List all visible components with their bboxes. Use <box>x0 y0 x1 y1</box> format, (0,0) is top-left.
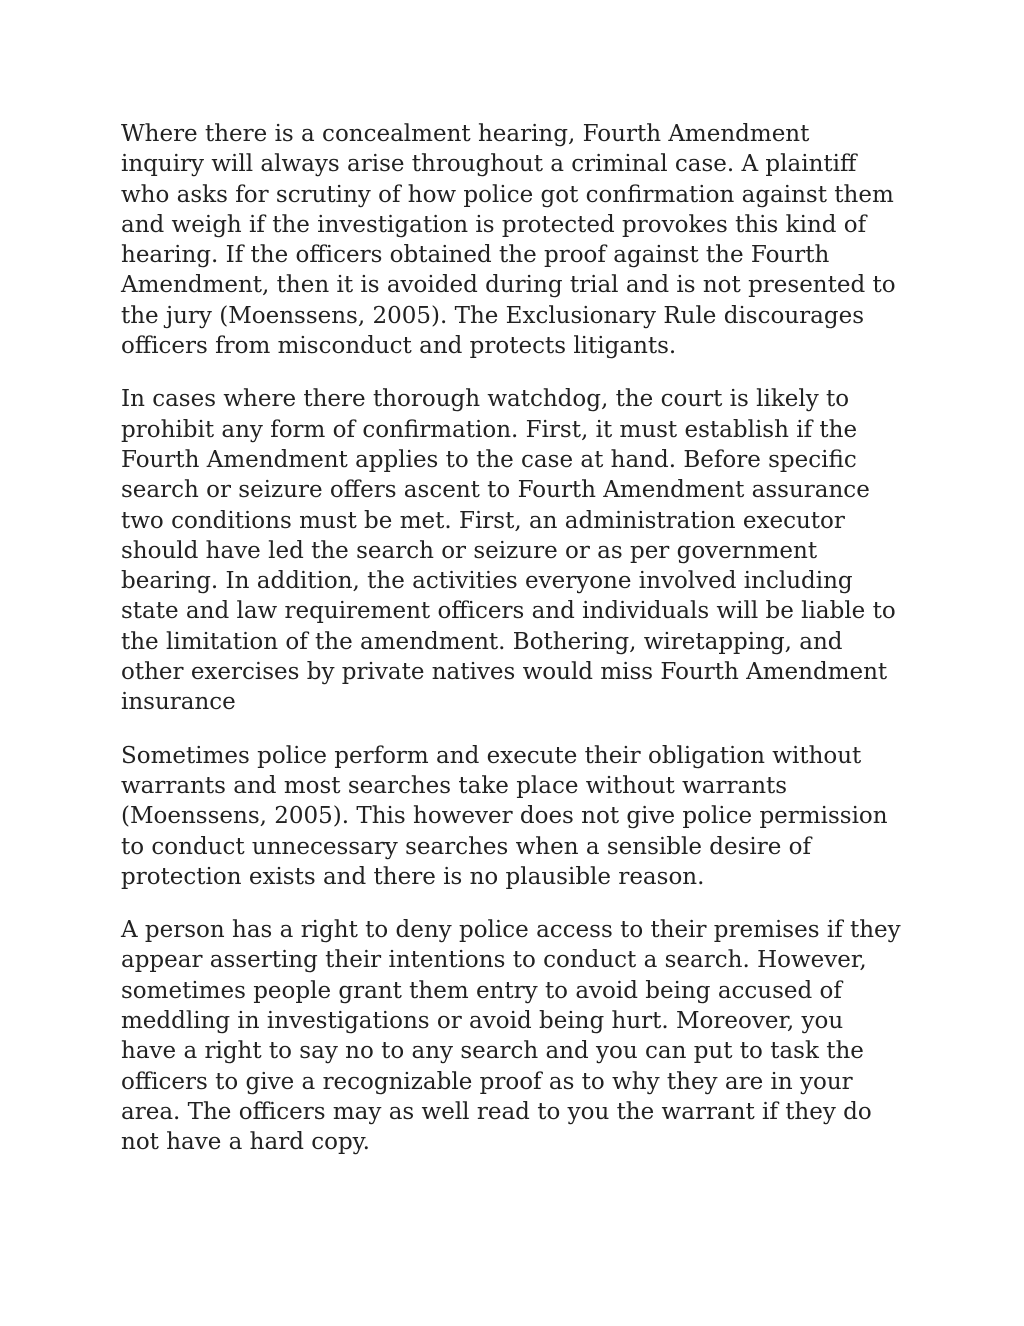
text-line: bearing. In addition, the activities everyone involved including <box>121 568 853 595</box>
text-line: officers to give a recognizable proof as to why they are in your <box>121 1068 853 1095</box>
paragraph-4 <box>121 915 921 1157</box>
text-line: area. The officers may as well read to you the warrant if they do <box>121 1098 872 1125</box>
text-line: warrants and most searches take place without warrants <box>121 772 788 799</box>
text-line: Fourth Amendment applies to the case at hand. Before specific <box>121 446 857 473</box>
text-line: protection exists and there is no plausible reason. <box>121 863 705 890</box>
text-line: In cases where there thorough watchdog, the court is likely to <box>121 386 850 413</box>
text-line: Where there is a concealment hearing, Fourth Amendment <box>121 121 810 147</box>
text-line: two conditions must be met. First, an administration executor <box>121 507 845 534</box>
document-body <box>121 119 921 1158</box>
text-line: and weigh if the investigation is protected provokes this kind of <box>121 211 867 238</box>
text-line: not have a hard copy. <box>121 1129 370 1156</box>
paragraph-3 <box>121 741 921 892</box>
text-line: meddling in investigations or avoid being hurt. Moreover, you <box>121 1008 844 1035</box>
paragraph-2 <box>121 384 921 717</box>
text-line: search or seizure offers ascent to Fourth Amendment assurance <box>121 477 870 504</box>
paragraph-1 <box>121 119 921 361</box>
text-line: the jury (Moenssens, 2005). The Exclusionary Rule discourages <box>121 302 864 329</box>
text-line: who asks for scrutiny of how police got confirmation against them <box>121 181 894 208</box>
text-line: sometimes people grant them entry to avoid being accused of <box>121 977 842 1004</box>
text-line: Amendment, then it is avoided during trial and is not presented to <box>121 272 896 299</box>
text-line: have a right to say no to any search and you can put to task the <box>121 1038 864 1065</box>
text-line: to conduct unnecessary searches when a sensible desire of <box>121 833 812 860</box>
text-line: Sometimes police perform and execute their obligation without <box>121 742 862 769</box>
text-line: officers from misconduct and protects litigants. <box>121 333 677 360</box>
text-line: insurance <box>121 689 236 716</box>
text-line: prohibit any form of confirmation. First, it must establish if the <box>121 416 858 443</box>
text-line: the limitation of the amendment. Bothering, wiretapping, and <box>121 628 843 655</box>
text-line: state and law requirement officers and individuals will be liable to <box>121 598 896 625</box>
text-line: hearing. If the officers obtained the proof against the Fourth <box>121 242 830 269</box>
text-line: should have led the search or seizure or as per government <box>121 537 818 564</box>
text-line: A person has a right to deny police access to their premises if they <box>121 917 901 944</box>
text-line: inquiry will always arise throughout a criminal case. A plaintiff <box>121 151 857 178</box>
text-line: (Moenssens, 2005). This however does not give police permission <box>121 803 888 830</box>
text-line: other exercises by private natives would miss Fourth Amendment <box>121 659 888 686</box>
text-line: appear asserting their intentions to conduct a search. However, <box>121 947 867 974</box>
